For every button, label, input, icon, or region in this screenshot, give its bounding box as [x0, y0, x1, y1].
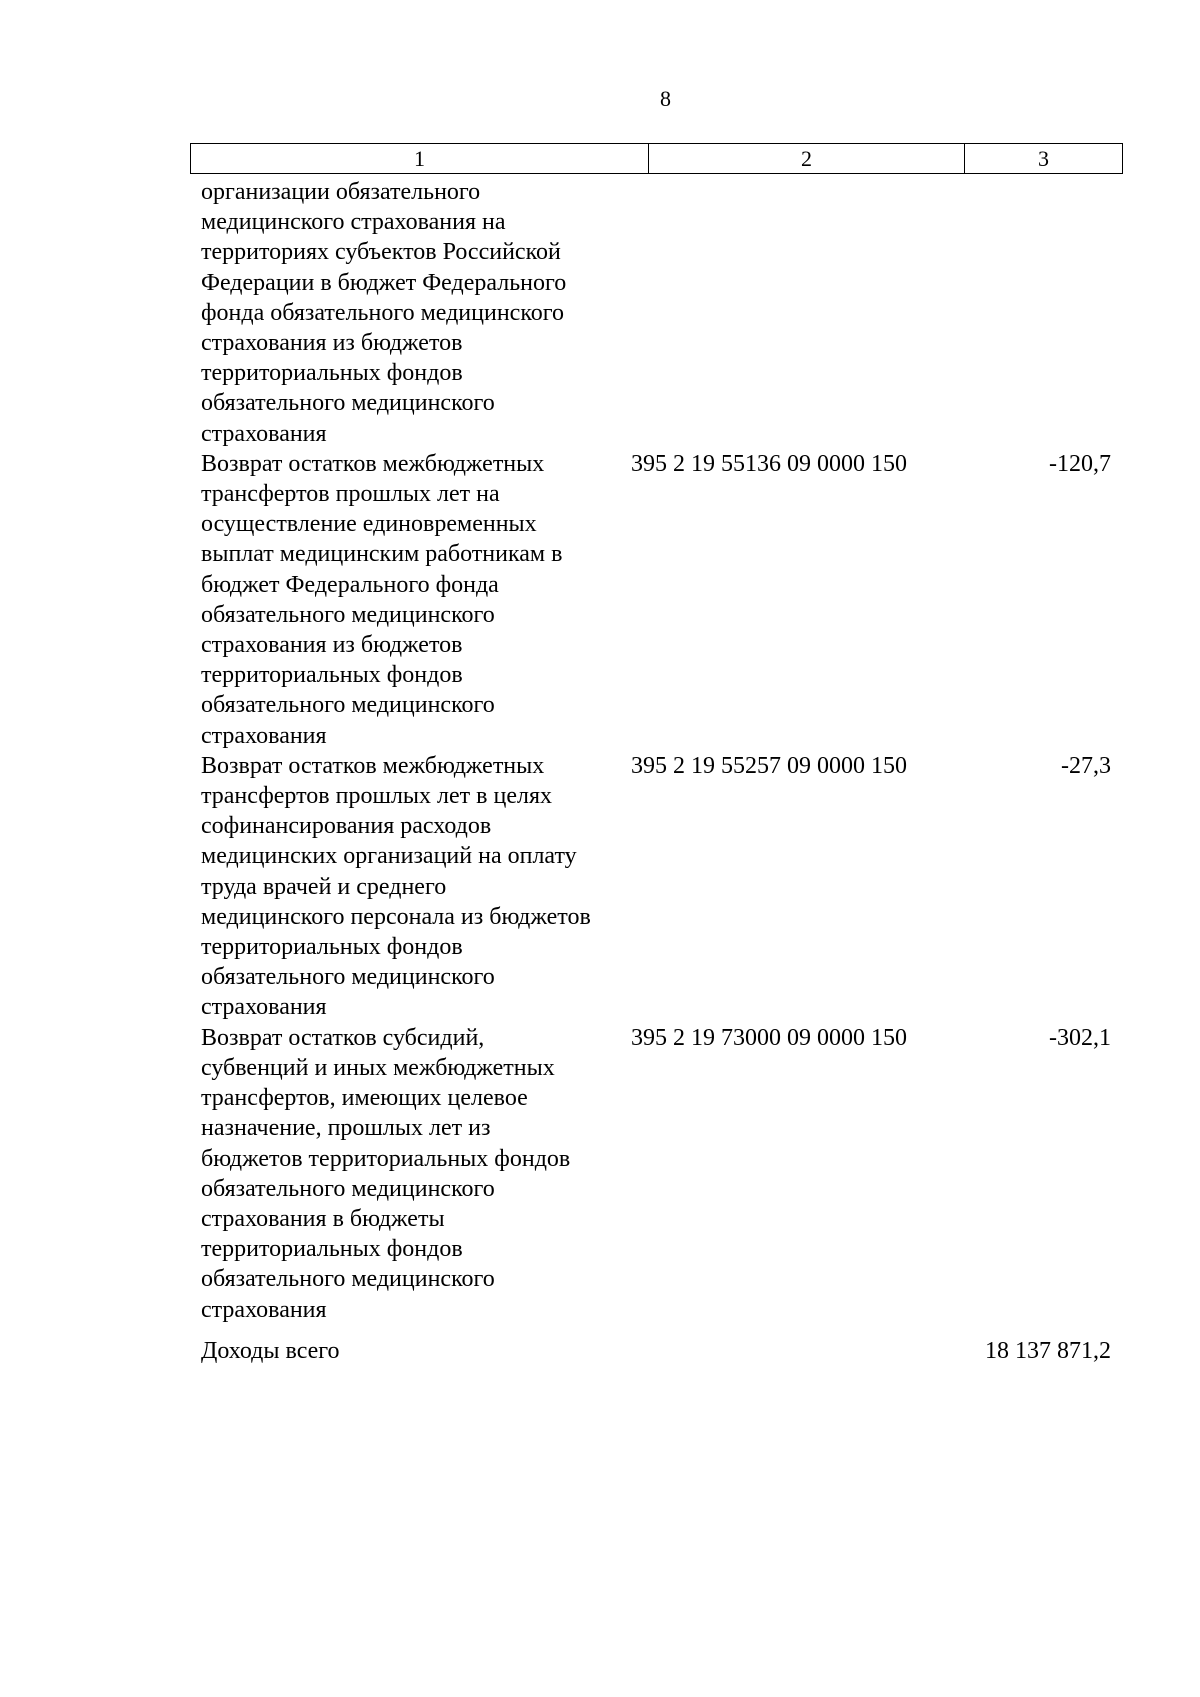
row-amount: -120,7 [1049, 450, 1111, 477]
table-row [201, 751, 1122, 1023]
column-header-3: 3 [965, 144, 1123, 174]
column-header-2: 2 [649, 144, 965, 174]
total-label: Доходы всего [201, 1337, 340, 1364]
row-name: Возврат остатков межбюджетных трансфертов прошлых лет в целях софинансирования расходов медицинских организаций на оплату труда врачей и среднего медицинского персонала из бюджетов территориальных фондов обязательного медицинского страхования [201, 752, 591, 1021]
column-header-1: 1 [191, 144, 649, 174]
row-code [631, 177, 911, 449]
total-row [201, 1336, 1122, 1366]
row-code: 395 2 19 55136 09 0000 150 [631, 450, 907, 477]
table-row [201, 449, 1122, 751]
row-amount: -302,1 [1049, 1024, 1111, 1051]
column-header-table [190, 143, 1123, 174]
row-code: 395 2 19 73000 09 0000 150 [631, 1024, 907, 1051]
income-table-body [201, 177, 1122, 1366]
column-header-row [191, 144, 1123, 174]
table-row [201, 177, 1122, 449]
table-row [201, 1023, 1122, 1325]
row-amount: -27,3 [1061, 752, 1111, 779]
total-code [631, 1336, 911, 1366]
row-amount [911, 177, 1111, 449]
row-name: организации обязательного медицинского страхования на территориях субъектов Российской Федерации в бюджет Федерального фонда обязательного медицинского страхования из бюджетов территориальных фондов обязательного медицинского страхования [201, 179, 567, 447]
row-name: Возврат остатков межбюджетных трансфертов прошлых лет на осуществление единовременных выплат медицинским работникам в бюджет Федерального фонда обязательного медицинского страхования из бюджетов территориальных фондов обязательного медицинского страхования [201, 450, 563, 749]
row-code: 395 2 19 55257 09 0000 150 [631, 752, 907, 779]
row-name: Возврат остатков субсидий, субвенций и иных межбюджетных трансфертов, имеющих целевое назначение, прошлых лет из бюджетов территориальных фондов обязательного медицинского страхования в бюджеты территориальных фондов обязательного медицинского страхования [201, 1024, 571, 1323]
total-amount: 18 137 871,2 [985, 1337, 1111, 1364]
page-number: 8 [660, 86, 671, 111]
